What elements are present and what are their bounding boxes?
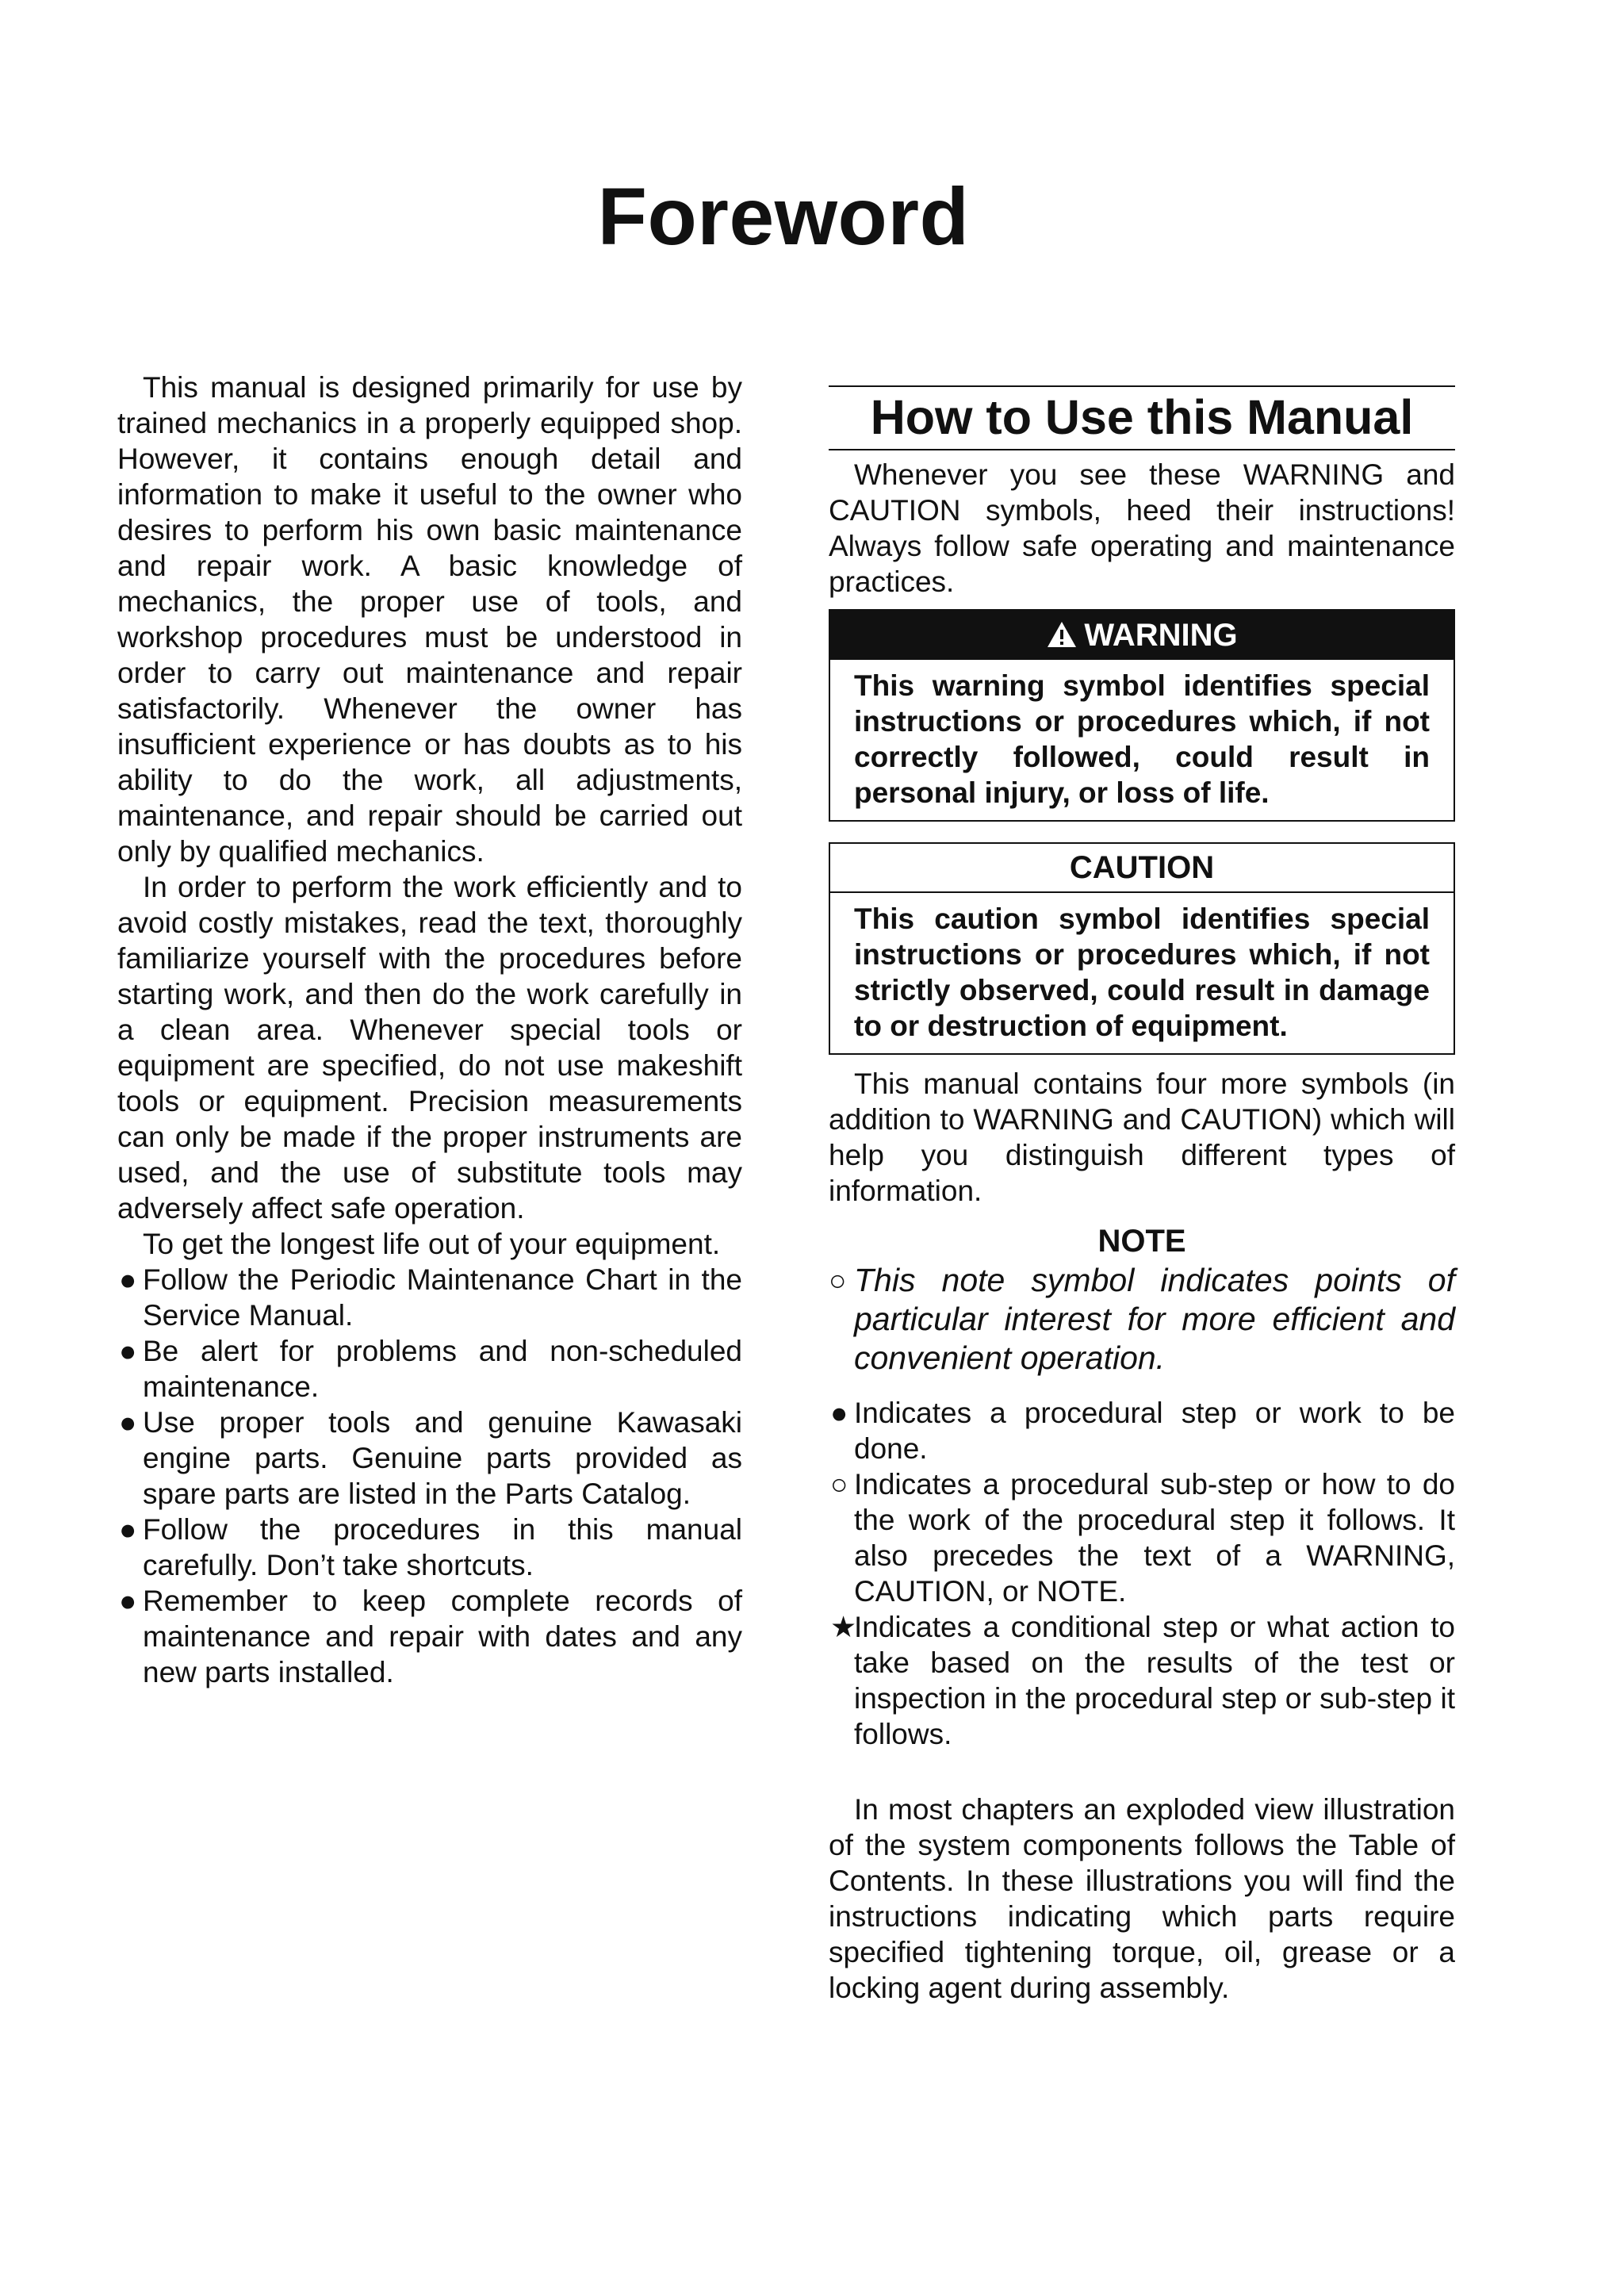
symbol-text: Indicates a procedural step or work to be done. [854, 1397, 1455, 1465]
caution-box [829, 842, 1455, 1055]
section-heading: How to Use this Manual [829, 385, 1455, 450]
symbol-text: Indicates a conditional step or what action to take based on the results of the test or inspection in the procedural step or sub-step it follows. [854, 1611, 1455, 1750]
caution-text: This caution symbol identifies special instructions or procedures which, if not strictly observed, could result in damage to or destruction of equipment. [854, 903, 1430, 1042]
bullet-icon: ● [119, 1406, 137, 1439]
bullet-icon: ● [119, 1585, 137, 1617]
right-column [829, 385, 1455, 2006]
caution-label: CAUTION [830, 844, 1454, 893]
warning-label: WARNING [1084, 618, 1238, 653]
bullet-icon: ● [119, 1263, 137, 1296]
symbol-text: Indicates a procedural sub-step or how to do the work of the procedural step it follows. It also precedes the text of a WARNING, CAUTION, or NOTE. [854, 1468, 1455, 1608]
bullet-text: Remember to keep complete records of maintenance and repair with dates and any new parts installed. [143, 1585, 742, 1688]
bullet-text: Use proper tools and genuine Kawasaki engine parts. Genuine parts provided as spare parts are listed in the Parts Catalog. [143, 1406, 742, 1510]
symbol-item [829, 1609, 1455, 1752]
foreword-paragraph-1: This manual is designed primarily for use by trained mechanics in a properly equipped shop. However, it contains enough detail and information to make it useful to the owner who desires to perform his own basic maintenance and repair work. A basic knowledge of mechanics, the proper use of tools, and workshop procedures must be understood in order to carry out maintenance and repair satisfactorily. Whenever the owner has insufficient experience or has doubts as to his ability to do the work, all adjustments, maintenance, and repair should be carried out only by qualified mechanics. [117, 371, 742, 868]
warning-header [830, 611, 1454, 660]
foreword-paragraph-3: To get the longest life out of your equipment. [143, 1228, 721, 1260]
warning-box [829, 609, 1455, 822]
bullet-item [117, 1583, 742, 1690]
symbol-item [829, 1466, 1455, 1609]
note-item [829, 1261, 1455, 1378]
warning-text: This warning symbol identifies special instructions or procedures which, if not correctly followed, could result in personal injury, or loss of life. [854, 669, 1430, 809]
closing-paragraph: In most chapters an exploded view illustration of the system components follows the Table of Contents. In these illustrations you will find the instructions indicating which parts require specified tightening torque, oil, grease or a locking agent during assembly. [829, 1793, 1455, 2004]
bullet-item [117, 1333, 742, 1405]
page-title: Foreword [597, 171, 970, 262]
bullet-item [117, 1405, 742, 1512]
bullet-icon: ● [119, 1513, 137, 1546]
open-circle-icon: ○ [830, 1468, 848, 1501]
bullet-item [117, 1512, 742, 1583]
star-icon: ★ [830, 1611, 857, 1643]
symbols-intro: This manual contains four more symbols (in addition to WARNING and CAUTION) which will help you distinguish different types of information. [829, 1067, 1455, 1207]
foreword-paragraph-2: In order to perform the work efficiently and to avoid costly mistakes, read the text, thoroughly familiarize yourself with the procedures before starting work, and then do the work carefully in a clean area. Whenever special tools or equipment are specified, do not use makeshift tools or equipment. Precision measurements can only be made if the proper instruments are used, and the use of substitute tools may adversely affect safe operation. [117, 871, 742, 1225]
left-column [117, 370, 742, 1690]
bullet-icon: ● [119, 1335, 137, 1367]
bullet-text: Follow the procedures in this manual carefully. Don’t take shortcuts. [143, 1513, 742, 1581]
usage-intro: Whenever you see these WARNING and CAUTION symbols, heed their instructions! Always follow safe operating and maintenance practices. [829, 458, 1455, 598]
note-text: This note symbol indicates points of particular interest for more efficient and convenient operation. [854, 1262, 1455, 1376]
bullet-text: Follow the Periodic Maintenance Chart in the Service Manual. [143, 1263, 742, 1332]
note-label: NOTE [1097, 1224, 1186, 1259]
bullet-icon: ● [830, 1397, 848, 1429]
open-circle-icon: ○ [829, 1264, 847, 1297]
warning-triangle-icon [1046, 620, 1078, 649]
bullet-text: Be alert for problems and non-scheduled maintenance. [143, 1335, 742, 1403]
symbol-item [829, 1395, 1455, 1466]
bullet-item [117, 1262, 742, 1333]
